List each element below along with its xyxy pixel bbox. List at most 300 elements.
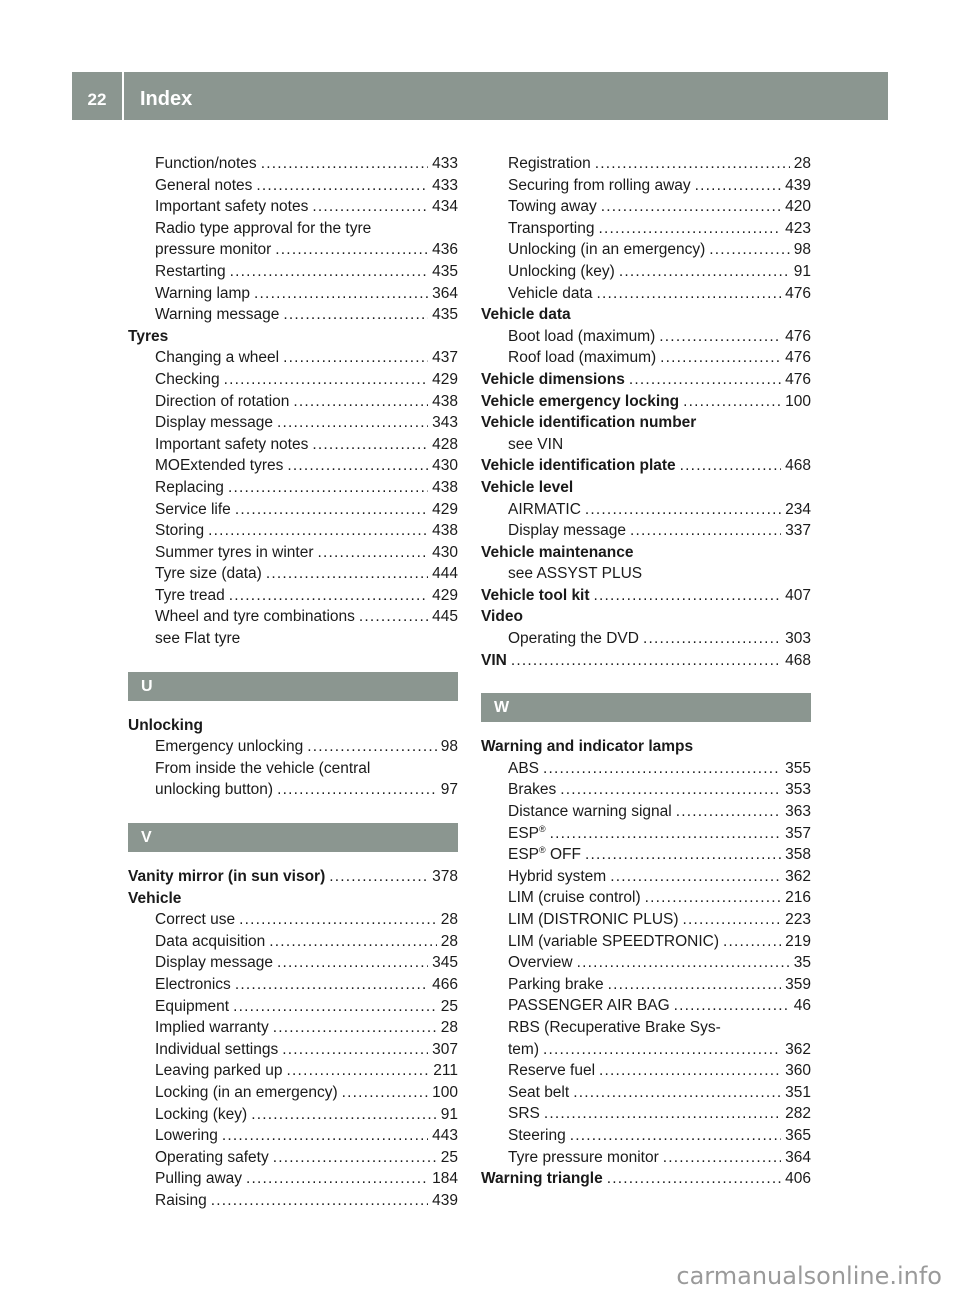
entry-label bbox=[508, 520, 626, 542]
page-ref: 219 bbox=[785, 932, 811, 950]
entry-text: ESP bbox=[508, 846, 540, 864]
index-entry bbox=[481, 218, 811, 240]
index-entry bbox=[481, 866, 811, 888]
page-ref: 46 bbox=[793, 997, 811, 1015]
index-entry bbox=[481, 520, 811, 542]
page-ref: 439 bbox=[432, 1191, 458, 1209]
index-entry bbox=[481, 909, 811, 931]
entry-label bbox=[155, 412, 273, 434]
page-ref: 438 bbox=[432, 522, 458, 540]
index-entry bbox=[481, 261, 811, 283]
index-entry bbox=[128, 1039, 458, 1061]
entry-label bbox=[508, 628, 639, 650]
entry-text: MOExtended tyres bbox=[155, 457, 284, 475]
leader-dots bbox=[224, 369, 429, 391]
index-entry bbox=[481, 175, 811, 197]
index-entry bbox=[481, 823, 811, 845]
index-entry bbox=[481, 455, 811, 477]
entry-text: see ASSYST PLUS bbox=[508, 565, 643, 583]
entry-label bbox=[508, 1103, 540, 1125]
page-ref: 438 bbox=[432, 478, 458, 496]
entry-text: Reserve fuel bbox=[508, 1062, 596, 1080]
leader-dots bbox=[608, 974, 781, 996]
page-ref: 364 bbox=[432, 284, 458, 302]
page-ref: 100 bbox=[432, 1083, 458, 1101]
leader-dots bbox=[235, 499, 428, 521]
index-entry bbox=[481, 650, 811, 672]
entry-text: Towing away bbox=[508, 198, 597, 216]
page-ref: 435 bbox=[432, 306, 458, 324]
entry-label bbox=[508, 434, 811, 456]
leader-dots bbox=[601, 196, 781, 218]
entry-label bbox=[155, 283, 250, 305]
entry-text: Locking (key) bbox=[155, 1105, 248, 1123]
leader-dots bbox=[222, 1125, 428, 1147]
leader-dots bbox=[543, 1039, 781, 1061]
leader-dots bbox=[277, 952, 428, 974]
entry-label bbox=[481, 585, 590, 607]
leader-dots bbox=[585, 844, 781, 866]
entry-label bbox=[155, 974, 231, 996]
page-ref: 365 bbox=[785, 1126, 811, 1144]
leader-dots bbox=[543, 758, 781, 780]
entry-text: Direction of rotation bbox=[155, 392, 290, 410]
index-heading: Unlocking bbox=[128, 716, 203, 734]
page-ref: 468 bbox=[785, 651, 811, 669]
index-entry bbox=[128, 779, 458, 801]
page-ref: 445 bbox=[432, 608, 458, 626]
leader-dots bbox=[251, 1104, 437, 1126]
leader-dots bbox=[230, 261, 428, 283]
entry-text: Leaving parked up bbox=[155, 1062, 283, 1080]
page-ref: 28 bbox=[440, 1019, 458, 1037]
index-entry bbox=[481, 844, 811, 866]
leader-dots bbox=[275, 239, 428, 261]
leader-dots bbox=[695, 175, 781, 197]
index-entry bbox=[128, 412, 458, 434]
index-entry bbox=[128, 283, 458, 305]
entry-label bbox=[508, 1125, 566, 1147]
entry-label bbox=[155, 1017, 269, 1039]
page-ref: 433 bbox=[432, 155, 458, 172]
index-entry bbox=[128, 866, 458, 888]
leader-dots bbox=[228, 477, 428, 499]
leader-dots bbox=[607, 1168, 781, 1190]
index-entry bbox=[128, 996, 458, 1018]
index-entry bbox=[128, 974, 458, 996]
entry-label bbox=[155, 499, 231, 521]
leader-dots bbox=[599, 1060, 781, 1082]
leader-dots bbox=[273, 1017, 437, 1039]
leader-dots bbox=[630, 520, 781, 542]
index-heading: Vehicle bbox=[128, 889, 182, 907]
entry-text: Registration bbox=[508, 155, 591, 172]
page-ref: 28 bbox=[440, 932, 458, 950]
entry-label bbox=[155, 1190, 207, 1212]
entry-text: LIM (cruise control) bbox=[508, 889, 641, 907]
entry-text: Equipment bbox=[155, 997, 230, 1015]
page-ref: 430 bbox=[432, 543, 458, 561]
entry-text: Checking bbox=[155, 370, 220, 388]
entry-text: Brakes bbox=[508, 781, 557, 799]
page-ref: 211 bbox=[433, 1062, 458, 1080]
page-ref: 351 bbox=[785, 1083, 811, 1101]
leader-dots bbox=[233, 996, 437, 1018]
leader-dots bbox=[287, 1060, 430, 1082]
entry-label bbox=[508, 563, 811, 585]
index-entry bbox=[481, 347, 811, 369]
entry-text: Hybrid system bbox=[508, 867, 607, 885]
index-heading: Vehicle data bbox=[481, 306, 571, 324]
entry-label bbox=[155, 1168, 242, 1190]
leader-dots bbox=[660, 347, 781, 369]
entry-label bbox=[155, 542, 313, 564]
entry-text: Parking brake bbox=[508, 975, 604, 993]
entry-text: see VIN bbox=[508, 435, 564, 453]
entry-text: Warning message bbox=[155, 306, 280, 324]
entry-text: Overview bbox=[508, 954, 573, 972]
page-ref: 35 bbox=[793, 954, 811, 972]
entry-label bbox=[508, 499, 581, 521]
index-entry bbox=[128, 304, 458, 326]
index-entry bbox=[481, 326, 811, 348]
entry-label bbox=[481, 650, 507, 672]
entry-text: Replacing bbox=[155, 478, 224, 496]
leader-dots bbox=[277, 412, 428, 434]
entry-text: Operating the DVD bbox=[508, 630, 639, 648]
leader-dots bbox=[683, 391, 781, 413]
leader-dots bbox=[287, 455, 428, 477]
index-entry bbox=[128, 1060, 458, 1082]
entry-label bbox=[508, 1017, 811, 1039]
index-entry bbox=[128, 1104, 458, 1126]
entry-text: Seat belt bbox=[508, 1083, 570, 1101]
entry-label bbox=[508, 347, 656, 369]
index-entry bbox=[128, 1017, 458, 1039]
entry-label bbox=[481, 369, 625, 391]
entry-text: Tyre tread bbox=[155, 586, 225, 604]
leader-dots bbox=[511, 650, 781, 672]
entry-text: RBS (Recuperative Brake Sys- bbox=[508, 1018, 721, 1036]
page-ref: 407 bbox=[785, 586, 811, 604]
entry-label bbox=[155, 1082, 338, 1104]
entry-label bbox=[155, 175, 252, 197]
entry-label bbox=[155, 952, 273, 974]
leader-dots bbox=[619, 261, 790, 283]
page-ref: 476 bbox=[785, 370, 811, 388]
page-ref: 25 bbox=[440, 1148, 458, 1166]
entry-text: Tyre size (data) bbox=[155, 565, 262, 583]
entry-label bbox=[508, 909, 679, 931]
entry-text: Locking (in an emergency) bbox=[155, 1083, 338, 1101]
page-ref: 357 bbox=[785, 824, 811, 842]
index-entry bbox=[481, 801, 811, 823]
spacer bbox=[128, 650, 458, 672]
page-ref: 353 bbox=[785, 781, 811, 799]
index-entry bbox=[481, 434, 811, 456]
entry-label bbox=[155, 261, 226, 283]
entry-text: VIN bbox=[481, 651, 507, 669]
page-number: 22 bbox=[72, 72, 124, 120]
page-ref: 355 bbox=[785, 759, 811, 777]
page-ref: 364 bbox=[785, 1148, 811, 1166]
leader-dots bbox=[317, 542, 428, 564]
entry-text: Vanity mirror (in sun visor) bbox=[128, 868, 326, 886]
entry-text: Vehicle emergency locking bbox=[481, 392, 680, 410]
entry-text: Securing from rolling away bbox=[508, 176, 691, 194]
entry-label bbox=[155, 931, 265, 953]
entry-label bbox=[155, 563, 262, 585]
index-entry bbox=[481, 585, 811, 607]
index-entry bbox=[481, 153, 811, 175]
index-entry bbox=[481, 563, 811, 585]
entry-label bbox=[155, 1147, 269, 1169]
leader-dots bbox=[312, 196, 428, 218]
entry-text: Display message bbox=[508, 522, 627, 540]
spacer bbox=[481, 722, 811, 736]
index-entry bbox=[128, 585, 458, 607]
entry-text: Unlocking (in an emergency) bbox=[508, 241, 706, 259]
entry-text: Vehicle data bbox=[508, 284, 593, 302]
page-ref: 423 bbox=[785, 219, 811, 237]
entry-text: Wheel and tyre combinations bbox=[155, 608, 355, 626]
entry-text: Display message bbox=[155, 414, 274, 432]
entry-label bbox=[155, 153, 257, 175]
leader-dots bbox=[211, 1190, 428, 1212]
index-entry bbox=[128, 434, 458, 456]
page-ref: 91 bbox=[440, 1105, 458, 1123]
entry-label bbox=[155, 477, 224, 499]
leader-dots bbox=[659, 326, 781, 348]
leader-dots bbox=[312, 434, 428, 456]
entry-text: Transporting bbox=[508, 219, 595, 237]
page-ref: 437 bbox=[432, 349, 458, 367]
index-entry bbox=[481, 196, 811, 218]
leader-dots bbox=[283, 347, 428, 369]
entry-label bbox=[155, 369, 220, 391]
entry-label bbox=[155, 1039, 278, 1061]
entry-text: Electronics bbox=[155, 976, 231, 993]
index-entry bbox=[481, 931, 811, 953]
index-heading: Vehicle level bbox=[481, 478, 574, 496]
leader-dots bbox=[676, 801, 781, 823]
entry-text: Vehicle identification plate bbox=[481, 457, 676, 475]
entry-text: Warning lamp bbox=[155, 284, 251, 302]
leader-dots bbox=[283, 304, 428, 326]
index-entry bbox=[128, 347, 458, 369]
entry-label bbox=[508, 952, 573, 974]
page-title: Index bbox=[140, 88, 193, 110]
entry-text: Important safety notes bbox=[155, 198, 309, 216]
page-ref: 345 bbox=[432, 954, 458, 972]
page-ref: 433 bbox=[432, 176, 458, 194]
index-entry bbox=[128, 477, 458, 499]
index-heading: Warning and indicator lamps bbox=[481, 738, 694, 756]
index-entry bbox=[481, 391, 811, 413]
section-letter: W bbox=[481, 693, 811, 722]
leader-dots bbox=[585, 499, 781, 521]
entry-label bbox=[508, 1060, 595, 1082]
entry-text: Correct use bbox=[155, 911, 236, 929]
entry-label bbox=[155, 758, 458, 780]
entry-text: Important safety notes bbox=[155, 435, 309, 453]
entry-label bbox=[508, 1039, 539, 1061]
index-entry bbox=[481, 628, 811, 650]
page-ref: 468 bbox=[785, 457, 811, 475]
index-heading: Vehicle maintenance bbox=[481, 543, 634, 561]
entry-text: LIM (DISTRONIC PLUS) bbox=[508, 911, 679, 928]
page-ref: 358 bbox=[785, 846, 811, 864]
entry-label bbox=[508, 844, 581, 866]
index-entry bbox=[128, 931, 458, 953]
index-entry bbox=[128, 520, 458, 542]
entry-label bbox=[508, 931, 719, 953]
entry-label bbox=[155, 239, 271, 261]
leader-dots bbox=[282, 1039, 428, 1061]
page-ref: 98 bbox=[440, 738, 458, 756]
entry-text: pressure monitor bbox=[155, 241, 272, 259]
entry-label bbox=[155, 1104, 247, 1126]
page-ref: 406 bbox=[785, 1170, 811, 1188]
page-ref: 466 bbox=[432, 976, 458, 993]
leader-dots bbox=[254, 283, 428, 305]
index-entry bbox=[128, 239, 458, 261]
entry-text: Pulling away bbox=[155, 1170, 243, 1188]
page-ref: 97 bbox=[440, 781, 458, 799]
page-ref: 362 bbox=[785, 867, 811, 885]
entry-text: Warning triangle bbox=[481, 1170, 603, 1188]
leader-dots bbox=[329, 866, 428, 888]
entry-label bbox=[155, 434, 308, 456]
page-ref: 436 bbox=[432, 241, 458, 259]
index-entry bbox=[128, 261, 458, 283]
page-ref: 362 bbox=[785, 1040, 811, 1058]
index-entry bbox=[128, 218, 458, 240]
entry-text: Summer tyres in winter bbox=[155, 543, 314, 561]
registered-mark: ® bbox=[539, 823, 546, 834]
entry-text: Roof load (maximum) bbox=[508, 349, 657, 367]
page-ref: 216 bbox=[785, 889, 811, 907]
entry-label bbox=[508, 196, 597, 218]
entry-label bbox=[508, 218, 594, 240]
page-ref: 363 bbox=[785, 803, 811, 821]
entry-text: see Flat tyre bbox=[155, 630, 241, 648]
entry-label bbox=[481, 1168, 603, 1190]
entry-text: Distance warning signal bbox=[508, 803, 672, 821]
leader-dots bbox=[560, 779, 781, 801]
index-entry bbox=[481, 887, 811, 909]
page-ref: 91 bbox=[793, 262, 811, 280]
entry-label bbox=[155, 585, 225, 607]
index-entry bbox=[128, 606, 458, 628]
page-ref: 429 bbox=[432, 370, 458, 388]
index-entry bbox=[481, 779, 811, 801]
entry-label bbox=[155, 606, 355, 628]
entry-label bbox=[508, 866, 606, 888]
leader-dots bbox=[273, 1147, 437, 1169]
leader-dots bbox=[709, 239, 789, 261]
entry-text: Steering bbox=[508, 1126, 566, 1144]
entry-label bbox=[155, 520, 204, 542]
entry-text: Implied warranty bbox=[155, 1019, 269, 1037]
page-ref: 337 bbox=[785, 522, 811, 540]
entry-label bbox=[508, 974, 604, 996]
entry-label bbox=[481, 455, 676, 477]
leader-dots bbox=[570, 1125, 781, 1147]
entry-label bbox=[508, 239, 705, 261]
entry-text: Changing a wheel bbox=[155, 349, 280, 367]
index-entry bbox=[481, 758, 811, 780]
leader-dots bbox=[596, 283, 781, 305]
entry-label bbox=[508, 801, 672, 823]
page-ref: 223 bbox=[785, 911, 811, 928]
index-entry bbox=[481, 1147, 811, 1169]
page-ref: 359 bbox=[785, 975, 811, 993]
index-entry bbox=[128, 499, 458, 521]
leader-dots bbox=[208, 520, 428, 542]
entry-text: Vehicle tool kit bbox=[481, 586, 590, 604]
entry-text: Storing bbox=[155, 522, 205, 540]
leader-dots bbox=[594, 585, 782, 607]
leader-dots bbox=[674, 995, 790, 1017]
entry-label bbox=[508, 758, 539, 780]
page-ref: 25 bbox=[440, 997, 458, 1015]
page-ref: 429 bbox=[432, 586, 458, 604]
spacer bbox=[481, 671, 811, 693]
index-column-left bbox=[128, 153, 458, 1212]
page-ref: 307 bbox=[432, 1040, 458, 1058]
page-ref: 28 bbox=[440, 911, 458, 929]
page-ref: 234 bbox=[785, 500, 811, 518]
entry-label bbox=[508, 153, 591, 175]
index-entry bbox=[481, 1125, 811, 1147]
entry-text: Unlocking (key) bbox=[508, 262, 615, 280]
entry-text: Vehicle dimensions bbox=[481, 370, 625, 388]
entry-label bbox=[508, 1147, 659, 1169]
entry-label bbox=[155, 347, 279, 369]
index-entry bbox=[481, 1082, 811, 1104]
page-ref: 184 bbox=[432, 1170, 458, 1188]
entry-text: Radio type approval for the tyre bbox=[155, 219, 372, 237]
index-heading: Tyres bbox=[128, 327, 169, 345]
leader-dots bbox=[573, 1082, 781, 1104]
leader-dots bbox=[359, 606, 428, 628]
page-ref: 476 bbox=[785, 327, 811, 345]
page-ref: 420 bbox=[785, 198, 811, 216]
index-entry bbox=[481, 1103, 811, 1125]
entry-label bbox=[155, 1125, 218, 1147]
index-entry bbox=[481, 239, 811, 261]
entry-text: Display message bbox=[155, 954, 274, 972]
entry-label bbox=[508, 823, 546, 845]
entry-label bbox=[508, 261, 615, 283]
page-ref: 98 bbox=[793, 241, 811, 259]
index-heading: Vehicle identification number bbox=[481, 414, 697, 432]
index-entry bbox=[128, 1190, 458, 1212]
entry-text: Service life bbox=[155, 500, 231, 518]
leader-dots bbox=[246, 1168, 428, 1190]
spacer bbox=[128, 701, 458, 715]
entry-text: General notes bbox=[155, 176, 253, 194]
entry-label bbox=[155, 196, 308, 218]
entry-text: Function/notes bbox=[155, 155, 257, 172]
page-ref: 378 bbox=[432, 868, 458, 886]
leader-dots bbox=[723, 931, 781, 953]
entry-text: tem) bbox=[508, 1040, 539, 1058]
page-ref: 100 bbox=[785, 392, 811, 410]
entry-text: From inside the vehicle (central bbox=[155, 759, 371, 777]
entry-label bbox=[155, 736, 303, 758]
